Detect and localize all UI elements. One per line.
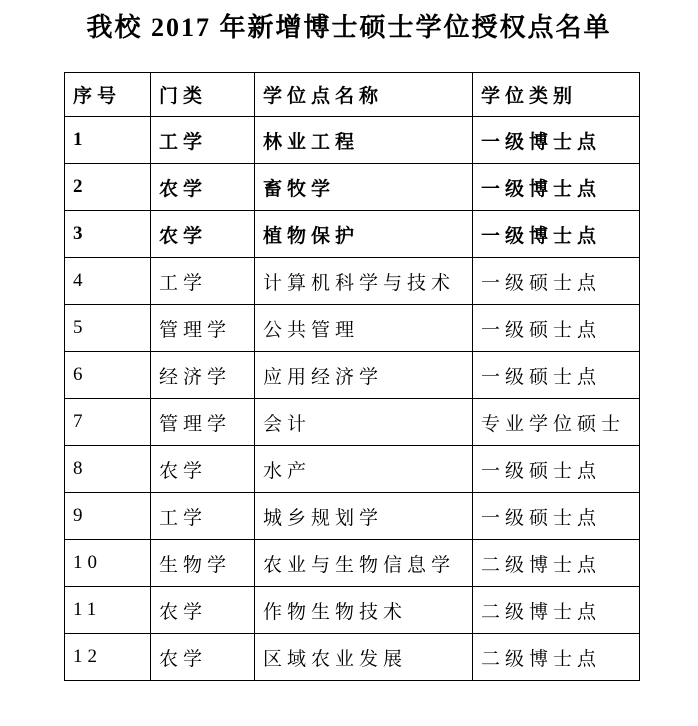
cell-category: 工学 bbox=[151, 493, 255, 540]
cell-no: 3 bbox=[65, 211, 151, 258]
cell-no: 2 bbox=[65, 164, 151, 211]
table-row bbox=[65, 258, 640, 305]
cell-category: 管理学 bbox=[151, 305, 255, 352]
cell-no: 8 bbox=[65, 446, 151, 493]
cell-no: 12 bbox=[65, 634, 151, 681]
cell-type: 一级博士点 bbox=[473, 211, 640, 258]
table-row bbox=[65, 634, 640, 681]
cell-no: 11 bbox=[65, 587, 151, 634]
cell-type: 二级博士点 bbox=[473, 634, 640, 681]
cell-category: 农学 bbox=[151, 446, 255, 493]
header-name: 学位点名称 bbox=[255, 73, 473, 117]
table-row bbox=[65, 493, 640, 540]
cell-no: 1 bbox=[65, 117, 151, 164]
cell-type: 一级博士点 bbox=[473, 117, 640, 164]
cell-category: 经济学 bbox=[151, 352, 255, 399]
cell-name: 林业工程 bbox=[255, 117, 473, 164]
table-row bbox=[65, 399, 640, 446]
cell-type: 二级博士点 bbox=[473, 540, 640, 587]
cell-name: 应用经济学 bbox=[255, 352, 473, 399]
cell-no: 7 bbox=[65, 399, 151, 446]
cell-no: 6 bbox=[65, 352, 151, 399]
table-row bbox=[65, 352, 640, 399]
cell-name: 公共管理 bbox=[255, 305, 473, 352]
cell-category: 农学 bbox=[151, 164, 255, 211]
cell-no: 4 bbox=[65, 258, 151, 305]
header-type: 学位类别 bbox=[473, 73, 640, 117]
table-row bbox=[65, 117, 640, 164]
cell-name: 农业与生物信息学 bbox=[255, 540, 473, 587]
table-row bbox=[65, 305, 640, 352]
cell-category: 工学 bbox=[151, 117, 255, 164]
table-row bbox=[65, 587, 640, 634]
cell-name: 作物生物技术 bbox=[255, 587, 473, 634]
cell-type: 一级硕士点 bbox=[473, 446, 640, 493]
cell-category: 农学 bbox=[151, 587, 255, 634]
cell-type: 一级硕士点 bbox=[473, 493, 640, 540]
table-row bbox=[65, 540, 640, 587]
cell-type: 一级硕士点 bbox=[473, 258, 640, 305]
cell-no: 10 bbox=[65, 540, 151, 587]
table-row bbox=[65, 446, 640, 493]
cell-name: 会计 bbox=[255, 399, 473, 446]
table-row bbox=[65, 211, 640, 258]
cell-category: 管理学 bbox=[151, 399, 255, 446]
cell-no: 5 bbox=[65, 305, 151, 352]
cell-name: 水产 bbox=[255, 446, 473, 493]
header-no: 序号 bbox=[65, 73, 151, 117]
cell-category: 生物学 bbox=[151, 540, 255, 587]
cell-name: 植物保护 bbox=[255, 211, 473, 258]
header-category: 门类 bbox=[151, 73, 255, 117]
cell-type: 一级博士点 bbox=[473, 164, 640, 211]
page-title: 我校 2017 年新增博士硕士学位授权点名单 bbox=[86, 13, 612, 42]
cell-name: 计算机科学与技术 bbox=[255, 258, 473, 305]
table-row bbox=[65, 164, 640, 211]
cell-category: 工学 bbox=[151, 258, 255, 305]
degree-authorization-table bbox=[64, 72, 640, 681]
cell-type: 一级硕士点 bbox=[473, 352, 640, 399]
cell-name: 畜牧学 bbox=[255, 164, 473, 211]
cell-name: 城乡规划学 bbox=[255, 493, 473, 540]
table-header-row bbox=[65, 73, 640, 117]
cell-name: 区域农业发展 bbox=[255, 634, 473, 681]
cell-type: 专业学位硕士 bbox=[473, 399, 640, 446]
cell-category: 农学 bbox=[151, 634, 255, 681]
cell-category: 农学 bbox=[151, 211, 255, 258]
cell-type: 一级硕士点 bbox=[473, 305, 640, 352]
cell-no: 9 bbox=[65, 493, 151, 540]
cell-type: 二级博士点 bbox=[473, 587, 640, 634]
